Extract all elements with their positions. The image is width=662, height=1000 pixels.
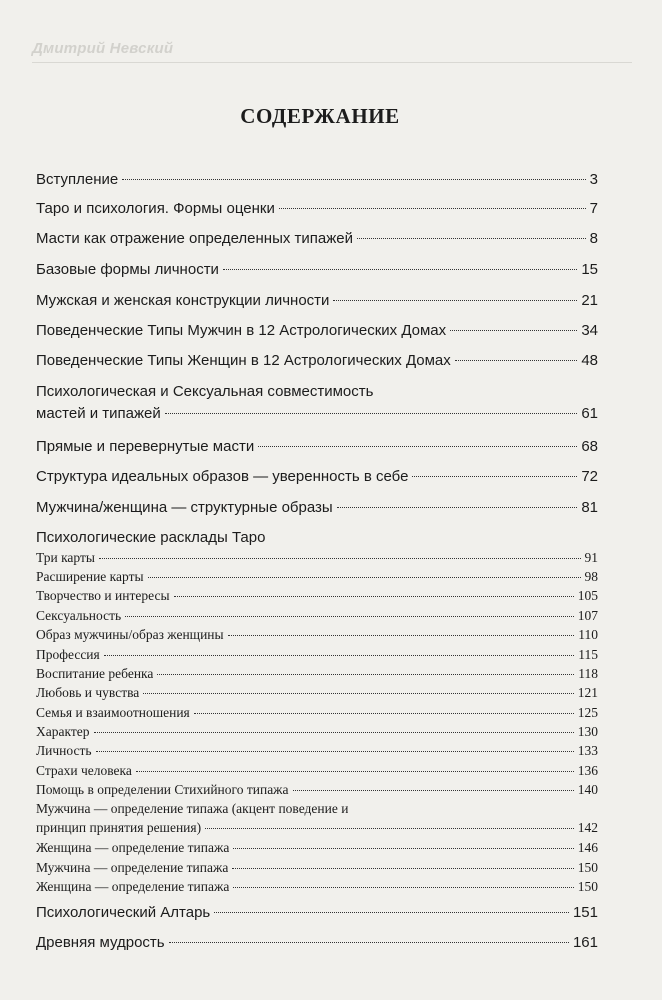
dot-leader	[258, 446, 577, 447]
toc-entry-page: 21	[581, 292, 598, 309]
toc-entry-title: мастей и типажей	[36, 405, 161, 422]
toc-entry[interactable]	[36, 351, 598, 370]
dot-leader	[99, 558, 581, 559]
dot-leader	[455, 360, 578, 361]
toc-entry[interactable]	[36, 291, 598, 310]
toc-entry-title: Структура идеальных образов — уверенность в себе	[36, 468, 409, 485]
dot-leader	[96, 751, 574, 752]
toc-subentry-title: Сексуальность	[36, 608, 122, 623]
dot-leader	[214, 912, 569, 913]
toc-entry[interactable]	[36, 199, 598, 218]
toc-entry-page: 15	[581, 261, 598, 278]
toc-entry-page: 48	[581, 352, 598, 369]
toc-subentry-title: Профессия	[36, 647, 100, 662]
toc-entry-title: Психологический Алтарь	[36, 904, 211, 921]
toc-subentry-page: 140	[577, 782, 598, 797]
toc-subentry[interactable]	[36, 878, 598, 895]
toc-subentry-page: 150	[577, 860, 598, 875]
toc-subentry-title: Женщина — определение типажа	[36, 879, 230, 894]
toc-subentry-page: 110	[578, 627, 598, 642]
dot-leader	[157, 674, 574, 675]
toc-entry[interactable]	[36, 933, 598, 952]
toc-section-title[interactable]: Психологические расклады Таро	[36, 529, 266, 546]
toc-entry-title: Поведенческие Типы Мужчин в 12 Астрологических Домах	[36, 322, 447, 339]
toc-subentry[interactable]	[36, 665, 598, 682]
toc-subentry[interactable]	[36, 742, 598, 759]
toc-subentry-page: 133	[577, 743, 598, 758]
toc-subentry-title: Личность	[36, 743, 92, 758]
toc-subentry[interactable]	[36, 781, 598, 798]
toc-entry[interactable]	[36, 260, 598, 279]
toc-entry[interactable]	[36, 382, 598, 423]
toc-entry[interactable]	[36, 437, 598, 456]
toc-subentry-page: 136	[577, 763, 598, 778]
toc-subentry-title: Семья и взаимоотношения	[36, 705, 190, 720]
toc-entry[interactable]	[36, 170, 598, 189]
toc-entry-page: 68	[581, 438, 598, 455]
toc-subentry-title: Помощь в определении Стихийного типажа	[36, 782, 289, 797]
toc-subentry-title-line1: Мужчина — определение типажа (акцент поведение и	[36, 801, 349, 816]
dot-leader	[148, 577, 581, 578]
toc-subentry[interactable]	[36, 607, 598, 624]
toc-subentry-title: Характер	[36, 724, 90, 739]
toc-entry[interactable]	[36, 321, 598, 340]
toc-subentry[interactable]	[36, 839, 598, 856]
dot-leader	[165, 413, 578, 414]
toc-entry-title: Мужская и женская конструкции личности	[36, 292, 330, 309]
toc-subentry-title: Расширение карты	[36, 569, 144, 584]
toc-subentry-page: 125	[577, 705, 598, 720]
toc-subentry[interactable]	[36, 587, 598, 604]
toc-subentry[interactable]	[36, 568, 598, 585]
toc-subentry[interactable]	[36, 549, 598, 566]
dot-leader	[228, 635, 575, 636]
dot-leader	[293, 790, 574, 791]
toc-subentry-page: 130	[577, 724, 598, 739]
toc-entry-page: 8	[589, 230, 598, 247]
toc-subentry-page: 98	[584, 569, 598, 584]
toc-subentry-page: 118	[578, 666, 598, 681]
dot-leader	[205, 828, 574, 829]
toc-subentry-title: Три карты	[36, 550, 95, 565]
toc-entry-title: Древняя мудрость	[36, 934, 165, 951]
toc-subentry-page: 105	[577, 588, 598, 603]
toc-subentry-page: 142	[577, 820, 598, 835]
toc-subentry[interactable]	[36, 723, 598, 740]
dot-leader	[450, 330, 577, 331]
dot-leader	[279, 208, 586, 209]
bleed-through-header: Дмитрий Невский	[32, 40, 174, 57]
toc-entry-title: Поведенческие Типы Женщин в 12 Астрологических Домах	[36, 352, 451, 369]
toc-entry-title: Таро и психология. Формы оценки	[36, 200, 275, 217]
toc-entry-page: 151	[572, 904, 598, 921]
dot-leader	[194, 713, 574, 714]
dot-leader	[233, 848, 573, 849]
toc-entry-title: Базовые формы личности	[36, 261, 219, 278]
toc-entry-page: 161	[572, 934, 598, 951]
dot-leader	[174, 596, 574, 597]
toc-subentry[interactable]	[36, 684, 598, 701]
toc-entry-title: Прямые и перевернутые масти	[36, 438, 255, 455]
toc-subentry-title: Женщина — определение типажа	[36, 840, 230, 855]
dot-leader	[233, 887, 573, 888]
toc-subentry[interactable]	[36, 626, 598, 643]
toc-subentry-title: Любовь и чувства	[36, 685, 140, 700]
dot-leader	[333, 300, 577, 301]
toc-entry-page: 7	[589, 200, 598, 217]
toc-entry-title: Вступление	[36, 171, 119, 188]
toc-entry-page: 81	[581, 499, 598, 516]
dot-leader	[412, 476, 577, 477]
toc-entry-page: 72	[581, 468, 598, 485]
dot-leader	[357, 238, 586, 239]
dot-leader	[337, 507, 578, 508]
toc-subentry-title: Страхи человека	[36, 763, 132, 778]
toc-subentry[interactable]	[36, 859, 598, 876]
toc-entry[interactable]	[36, 903, 598, 922]
toc-subentry-title: Творчество и интересы	[36, 588, 170, 603]
dot-leader	[122, 179, 585, 180]
toc-subentry-title: Воспитание ребенка	[36, 666, 154, 681]
dot-leader	[94, 732, 574, 733]
toc-entry[interactable]	[36, 467, 598, 486]
toc-entry-title-line1: Психологическая и Сексуальная совместимость	[36, 383, 374, 400]
dot-leader	[125, 616, 574, 617]
toc-subentry-page: 107	[577, 608, 598, 623]
dot-leader	[223, 269, 577, 270]
dot-leader	[232, 868, 573, 869]
toc-subentry-title: Мужчина — определение типажа	[36, 860, 229, 875]
toc-subentry-page: 146	[577, 840, 598, 855]
toc-subentry[interactable]	[36, 762, 598, 779]
toc-subentry[interactable]	[36, 800, 598, 836]
toc-entry[interactable]	[36, 498, 598, 517]
toc-subentry-page: 150	[577, 879, 598, 894]
toc-subentry-page: 121	[577, 685, 598, 700]
toc-entry-page: 34	[581, 322, 598, 339]
dot-leader	[169, 942, 569, 943]
toc-entry-page: 61	[581, 405, 598, 422]
toc-entry-title: Масти как отражение определенных типажей	[36, 230, 353, 247]
toc-subentry-page: 115	[578, 647, 598, 662]
bleed-through-rule	[32, 62, 632, 63]
toc-subentry-title: принцип принятия решения)	[36, 820, 202, 835]
toc-entry[interactable]	[36, 229, 598, 248]
toc-subentry[interactable]	[36, 704, 598, 721]
toc-subentry-page: 91	[584, 550, 598, 565]
dot-leader	[136, 771, 574, 772]
page-title: СОДЕРЖАНИЕ	[240, 104, 400, 128]
toc-subentry[interactable]	[36, 646, 598, 663]
dot-leader	[104, 655, 575, 656]
dot-leader	[143, 693, 573, 694]
toc-subentry-title: Образ мужчины/образ женщины	[36, 627, 224, 642]
toc-entry-title: Мужчина/женщина — структурные образы	[36, 499, 333, 516]
toc-entry-page: 3	[589, 171, 598, 188]
